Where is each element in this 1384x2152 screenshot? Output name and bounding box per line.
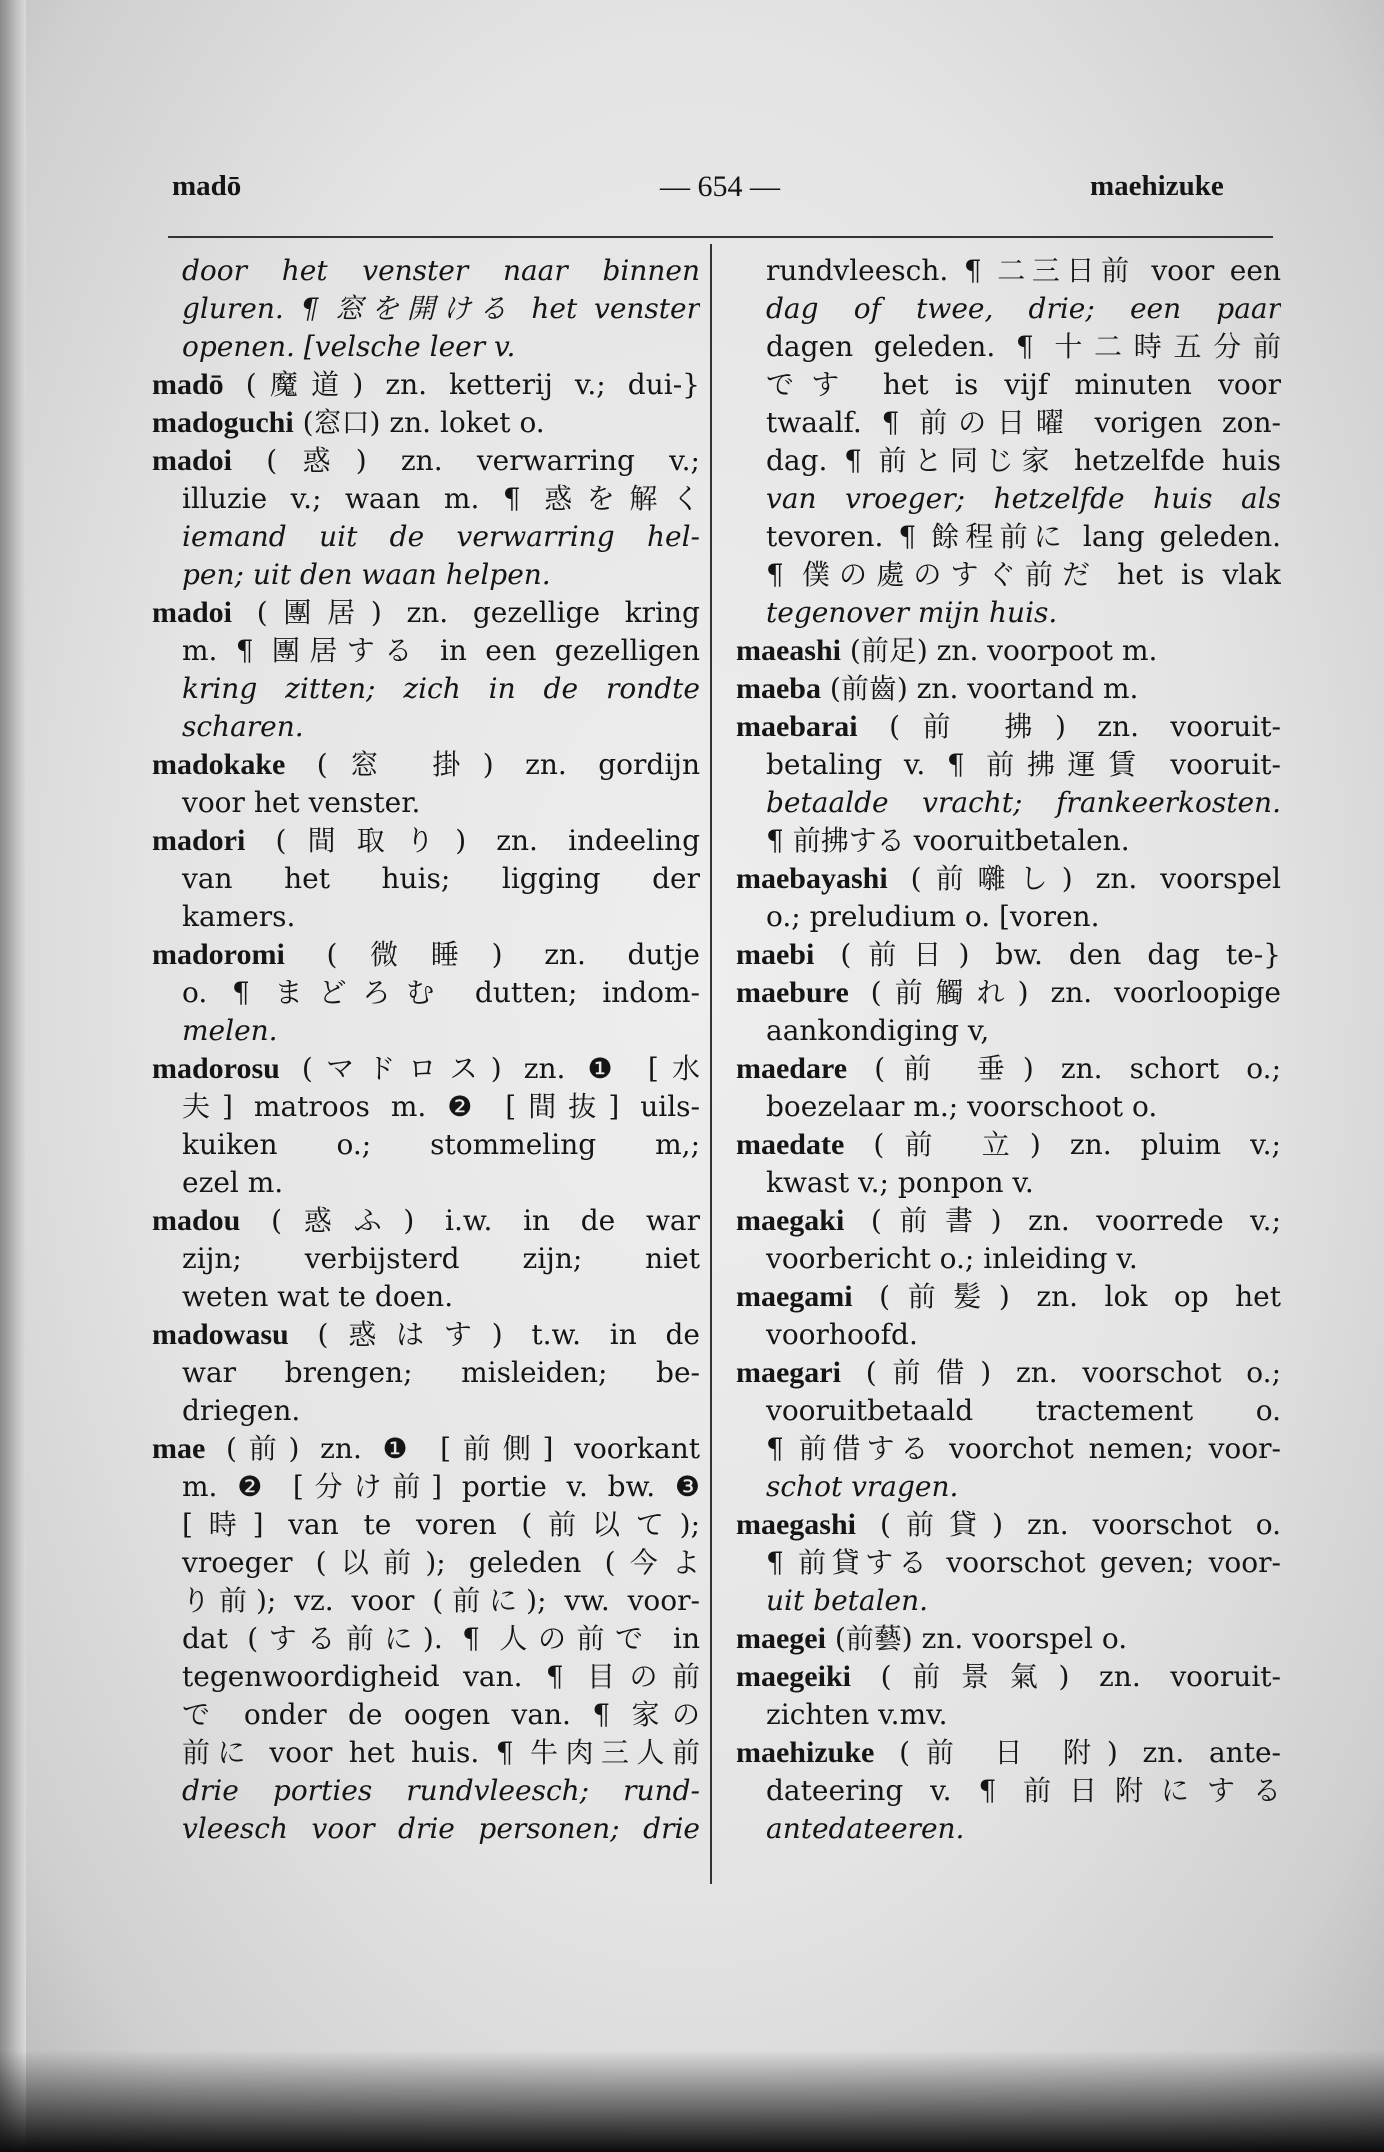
- entry-line: [152, 1164, 700, 1202]
- entry-text: tegenwoordigheid van. ¶ 目の前: [182, 1660, 700, 1693]
- entry-line: [152, 480, 700, 518]
- page-number: — 654 —: [660, 170, 780, 203]
- entry-line: [152, 784, 700, 822]
- header-rule: [168, 236, 1273, 238]
- running-head-right: maehizuke: [1090, 170, 1224, 202]
- entry-text: [時] van te voren (前以て);: [182, 1508, 700, 1541]
- entry-text: (前貸) zn. voorschot o.: [879, 1508, 1281, 1541]
- headword: madoguchi: [152, 406, 294, 439]
- entry-text: betaling v. ¶ 前拂運賃 vooruit-: [766, 748, 1281, 781]
- entry-line: [152, 1392, 700, 1430]
- entry-line: [736, 1088, 1281, 1126]
- entry-line: [152, 1354, 700, 1392]
- headword: maegei: [736, 1622, 826, 1655]
- entry-line: [736, 404, 1281, 442]
- entry-line: [152, 1658, 700, 1696]
- headword: madō: [152, 368, 224, 401]
- entry-text: (惑ふ) i.w. in de war: [271, 1204, 700, 1237]
- headword: maebayashi: [736, 862, 888, 895]
- entry-text: (窓口) zn. loket o.: [302, 406, 545, 439]
- entry-headword-line: [152, 442, 700, 480]
- headword: maedate: [736, 1128, 845, 1161]
- entry-headword-line: [736, 670, 1281, 708]
- entry-headword-line: [736, 1126, 1281, 1164]
- entry-line: [152, 556, 700, 594]
- entry-headword-line: [736, 1506, 1281, 1544]
- entry-text: (前 立) zn. pluim v.;: [873, 1128, 1281, 1161]
- entry-line: [736, 1392, 1281, 1430]
- entry-line: [736, 1810, 1281, 1848]
- entry-text: vooruitbetaald tractement o.: [766, 1394, 1281, 1427]
- entry-text: kuiken o.; stommeling m,;: [182, 1128, 700, 1161]
- entry-text: aankondiging v,: [766, 1014, 990, 1047]
- entry-line: [152, 860, 700, 898]
- entry-line: [736, 746, 1281, 784]
- entry-text: (前借) zn. voorschot o.;: [865, 1356, 1281, 1389]
- entry-headword-line: [152, 594, 700, 632]
- entry-line: [736, 1772, 1281, 1810]
- entry-headword-line: [736, 974, 1281, 1012]
- entry-text: van het huis; ligging der: [182, 862, 700, 895]
- entry-text: tevoren. ¶ 餘程前に lang geleden.: [766, 520, 1281, 553]
- entry-text: openen. [velsche leer v.: [182, 330, 516, 363]
- entry-text: dag. ¶ 前と同じ家 hetzelfde huis: [766, 444, 1281, 477]
- entry-line: [736, 290, 1281, 328]
- entry-headword-line: [736, 1354, 1281, 1392]
- headword: maedare: [736, 1052, 848, 1085]
- entry-line: [736, 1012, 1281, 1050]
- entry-line: [152, 1810, 700, 1848]
- entry-text: kamers.: [182, 900, 296, 933]
- entry-text: ¶ 僕の處のすぐ前だ het is vlak: [766, 558, 1281, 591]
- entry-line: [152, 1088, 700, 1126]
- entry-headword-line: [736, 1658, 1281, 1696]
- entry-text: voorbericht o.; inleiding v.: [766, 1242, 1138, 1275]
- entry-headword-line: [736, 1050, 1281, 1088]
- entry-headword-line: [152, 1316, 700, 1354]
- entry-text: o.; preludium o. [voren.: [766, 900, 1100, 933]
- entry-text: schot vragen.: [766, 1470, 959, 1503]
- entry-text: ¶ 前貸する voorschot geven; voor-: [766, 1546, 1281, 1579]
- entry-text: (マドロス) zn. ❶ [水: [301, 1052, 700, 1085]
- entry-line: [736, 480, 1281, 518]
- entry-line: [736, 328, 1281, 366]
- entry-headword-line: [736, 1734, 1281, 1772]
- running-head-left: madō: [172, 170, 242, 202]
- entry-line: [152, 1696, 700, 1734]
- entry-text: tegenover mijn huis.: [766, 596, 1058, 629]
- headword: maeba: [736, 672, 821, 705]
- entry-headword-line: [152, 936, 700, 974]
- headword: maebarai: [736, 710, 858, 743]
- entry-text: り前); vz. voor (前に); vw. voor-: [182, 1584, 700, 1617]
- headword: madowasu: [152, 1318, 289, 1351]
- entry-text: ezel m.: [182, 1166, 284, 1199]
- entry-text: voor het venster.: [182, 786, 421, 819]
- headword: madou: [152, 1204, 241, 1237]
- entry-text: zichten v.mv.: [766, 1698, 948, 1731]
- entry-text: (前日) bw. den dag te-}: [840, 938, 1281, 971]
- entry-text: dateering v. ¶ 前日附にする: [766, 1774, 1281, 1807]
- entry-line: [152, 1126, 700, 1164]
- entry-headword-line: [152, 1202, 700, 1240]
- entry-text: war brengen; misleiden; be-: [182, 1356, 700, 1389]
- entry-text: iemand uit de verwarring hel-: [182, 520, 700, 553]
- headword: madorosu: [152, 1052, 280, 1085]
- entry-text: (前齒) zn. voortand m.: [829, 672, 1139, 705]
- entry-text: (前) zn. ❶ [前側] voorkant: [226, 1432, 700, 1465]
- headword: maegeiki: [736, 1660, 851, 1693]
- headword: maegashi: [736, 1508, 856, 1541]
- entry-line: [152, 1582, 700, 1620]
- headword: maegami: [736, 1280, 853, 1313]
- entry-text: van vroeger; hetzelfde huis als: [766, 482, 1281, 515]
- entry-line: [736, 1544, 1281, 1582]
- entry-line: [736, 898, 1281, 936]
- entry-text: o. ¶ まどろむ dutten; indom-: [182, 976, 700, 1009]
- entry-text: voorhoofd.: [766, 1318, 918, 1351]
- entry-text: (惑) zn. verwarring v.;: [266, 444, 700, 477]
- entry-headword-line: [736, 1202, 1281, 1240]
- left-column: [152, 252, 700, 1892]
- entry-line: [152, 898, 700, 936]
- entry-text: (團居) zn. gezellige kring: [256, 596, 700, 629]
- entry-text: uit betalen.: [766, 1584, 929, 1617]
- entry-text: (魔道) zn. ketterij v.; dui-}: [245, 368, 700, 401]
- entry-headword-line: [152, 746, 700, 784]
- entry-line: [152, 1012, 700, 1050]
- entry-line: [152, 974, 700, 1012]
- headword: maehizuke: [736, 1736, 875, 1769]
- headword: madori: [152, 824, 246, 857]
- entry-text: (微睡) zn. dutje: [326, 938, 700, 971]
- entry-text: scharen.: [182, 710, 304, 743]
- entry-text: betaalde vracht; frankeerkosten.: [766, 786, 1281, 819]
- entry-text: zijn; verbijsterd zijn; niet: [182, 1242, 700, 1275]
- entry-line: [736, 1696, 1281, 1734]
- entry-text: twaalf. ¶ 前の日曜 vorigen zon-: [766, 406, 1281, 439]
- entry-text: 夫] matroos m. ❷ [間抜] uils-: [182, 1090, 700, 1123]
- entry-line: [152, 252, 700, 290]
- entry-line: [736, 556, 1281, 594]
- entry-text: antedateeren.: [766, 1812, 965, 1845]
- entry-text: weten wat te doen.: [182, 1280, 454, 1313]
- entry-text: pen; uit den waan helpen.: [182, 558, 551, 591]
- entry-text: (前景氣) zn. vooruit-: [880, 1660, 1281, 1693]
- entry-text: です het is vijf minuten voor: [766, 368, 1281, 401]
- entry-text: dag of twee, drie; een paar: [766, 292, 1281, 325]
- entry-line: [152, 1278, 700, 1316]
- entry-text: door het venster naar binnen: [182, 254, 700, 287]
- entry-text: m. ❷ [分け前] portie v. bw. ❸: [182, 1470, 700, 1503]
- entry-line: [736, 822, 1281, 860]
- headword: madoromi: [152, 938, 285, 971]
- entry-text: driegen.: [182, 1394, 301, 1427]
- entry-text: ¶ 前借する voorchot nemen; voor-: [766, 1432, 1281, 1465]
- entry-line: [736, 1430, 1281, 1468]
- headword: maebi: [736, 938, 815, 971]
- entry-line: [736, 1468, 1281, 1506]
- entry-line: [152, 1506, 700, 1544]
- entry-text: vroeger (以前); geleden (今よ: [182, 1546, 700, 1579]
- entry-text: ¶ 前拂する vooruitbetalen.: [766, 824, 1130, 857]
- entry-text: rundvleesch. ¶ 二三日前 voor een: [766, 254, 1281, 287]
- entry-line: [152, 1240, 700, 1278]
- entry-headword-line: [736, 1278, 1281, 1316]
- entry-headword-line: [152, 1430, 700, 1468]
- entry-text: (前書) zn. voorrede v.;: [870, 1204, 1281, 1237]
- entry-text: illuzie v.; waan m. ¶ 惑を解く: [182, 482, 700, 515]
- entry-line: [736, 1240, 1281, 1278]
- headword: maegaki: [736, 1204, 845, 1237]
- entry-line: [152, 670, 700, 708]
- headword: madoi: [152, 596, 233, 629]
- entry-headword-line: [736, 860, 1281, 898]
- entry-text: vleesch voor drie personen; drie: [182, 1812, 700, 1845]
- entry-text: (間取り) zn. indeeling: [275, 824, 700, 857]
- entry-line: [152, 632, 700, 670]
- entry-line: [736, 442, 1281, 480]
- entry-line: [152, 518, 700, 556]
- entry-headword-line: [736, 936, 1281, 974]
- entry-text: (前 日 附) zn. ante-: [899, 1736, 1281, 1769]
- entry-text: dat (する前に). ¶ 人の前で in: [182, 1622, 700, 1655]
- entry-line: [736, 1164, 1281, 1202]
- entry-headword-line: [152, 1050, 700, 1088]
- entry-line: [736, 366, 1281, 404]
- entry-headword-line: [736, 632, 1281, 670]
- entry-headword-line: [152, 404, 700, 442]
- entry-text: boezelaar m.; voorschoot o.: [766, 1090, 1158, 1123]
- entry-line: [736, 1582, 1281, 1620]
- entry-text: kring zitten; zich in de rondte: [182, 672, 700, 705]
- entry-text: (前觸れ) zn. voorloopige: [870, 976, 1281, 1009]
- entry-line: [152, 1772, 700, 1810]
- entry-text: (前 拂) zn. vooruit-: [889, 710, 1281, 743]
- entry-text: (前囃し) zn. voorspel: [910, 862, 1281, 895]
- bottom-shadow: [0, 2050, 1384, 2152]
- entry-line: [152, 708, 700, 746]
- entry-text: 前に voor het huis. ¶ 牛肉三人前: [182, 1736, 700, 1769]
- entry-text: (前髪) zn. lok op het: [879, 1280, 1281, 1313]
- entry-text: kwast v.; ponpon v.: [766, 1166, 1034, 1199]
- entry-text: (前 垂) zn. schort o.;: [874, 1052, 1281, 1085]
- entry-line: [736, 784, 1281, 822]
- entry-headword-line: [152, 822, 700, 860]
- entry-line: [152, 1734, 700, 1772]
- headword: maebure: [736, 976, 849, 1009]
- headword: madoi: [152, 444, 233, 477]
- entry-line: [152, 328, 700, 366]
- entry-text: m. ¶ 團居する in een gezelligen: [182, 634, 700, 667]
- entry-text: (前藝) zn. voorspel o.: [834, 1622, 1128, 1655]
- entry-text: (前足) zn. voorpoot m.: [849, 634, 1158, 667]
- entry-line: [736, 594, 1281, 632]
- entry-text: (惑はす) t.w. in de: [317, 1318, 700, 1351]
- entry-line: [152, 1544, 700, 1582]
- entry-line: [152, 1620, 700, 1658]
- headword: maeashi: [736, 634, 841, 667]
- entry-text: で onder de oogen van. ¶ 家の: [182, 1698, 700, 1731]
- column-divider: [710, 244, 712, 1884]
- entry-text: melen.: [182, 1014, 278, 1047]
- entry-line: [152, 290, 700, 328]
- entry-text: dagen geleden. ¶ 十二時五分前: [766, 330, 1281, 363]
- entry-text: (窓 掛) zn. gordijn: [316, 748, 700, 781]
- entry-text: drie porties rundvleesch; rund-: [182, 1774, 700, 1807]
- entry-headword-line: [736, 1620, 1281, 1658]
- right-column: [736, 252, 1281, 1892]
- entry-headword-line: [152, 366, 700, 404]
- headword: mae: [152, 1432, 206, 1465]
- entry-line: [736, 1316, 1281, 1354]
- entry-line: [736, 518, 1281, 556]
- headword: maegari: [736, 1356, 841, 1389]
- entry-line: [152, 1468, 700, 1506]
- entry-text: gluren. ¶ 窓を開ける het venster: [182, 292, 700, 325]
- headword: madokake: [152, 748, 286, 781]
- entry-headword-line: [736, 708, 1281, 746]
- entry-line: [736, 252, 1281, 290]
